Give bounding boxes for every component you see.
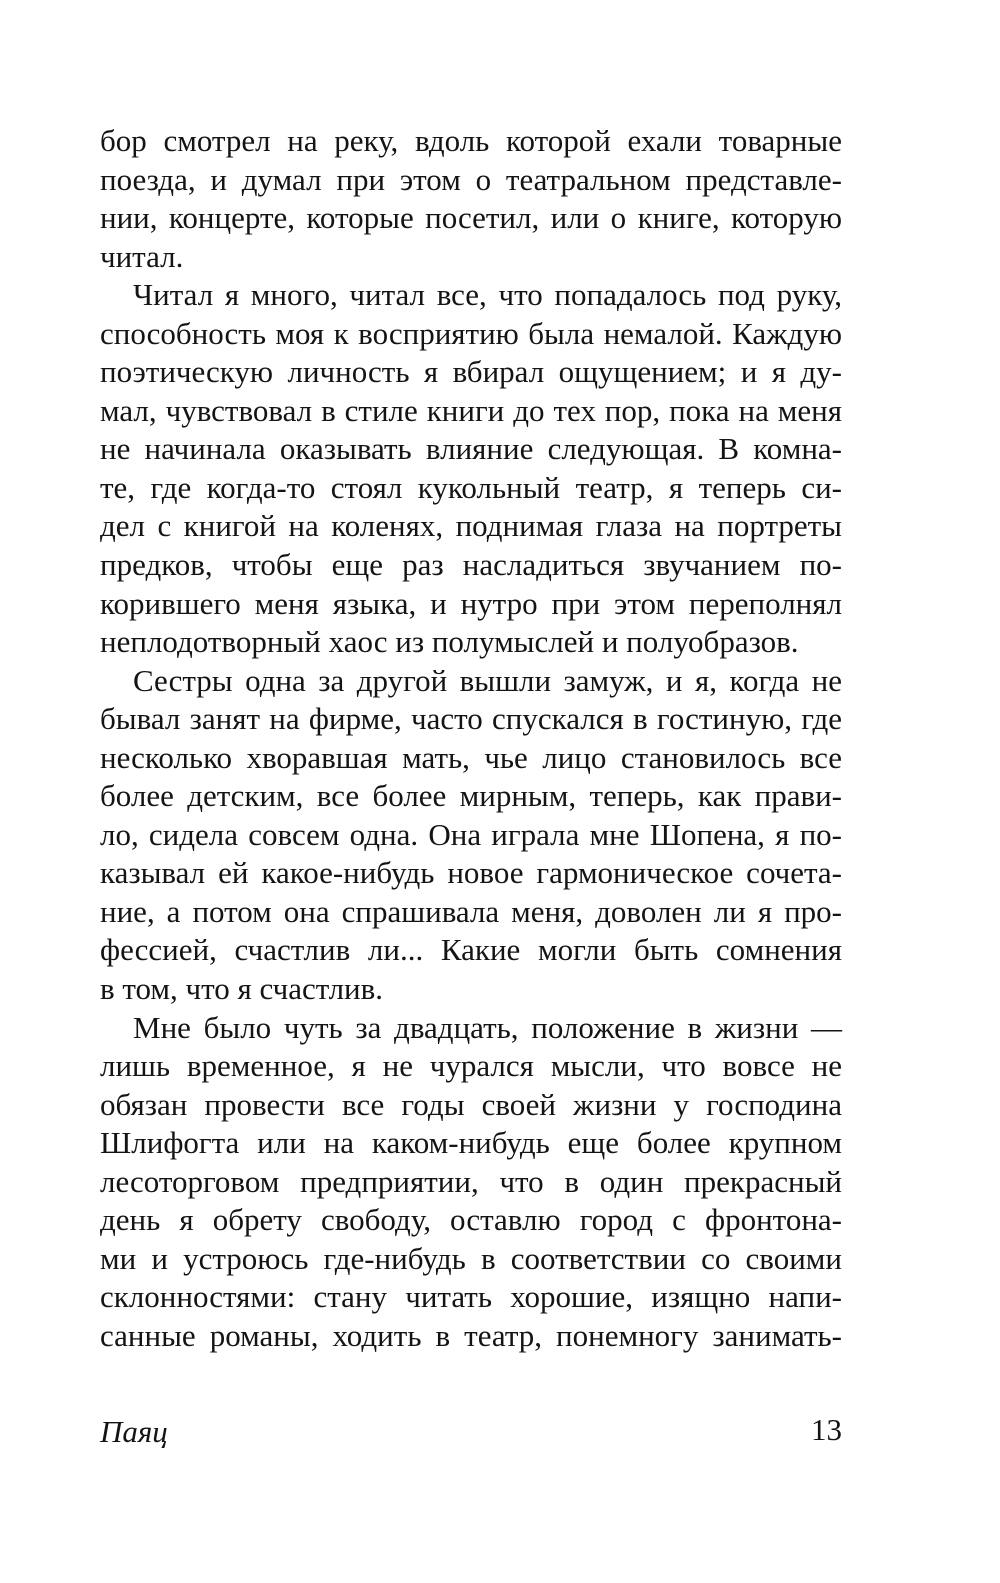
text-line: дел с книгой на коленях, поднимая глаза на портреты	[100, 508, 842, 544]
text-line: лишь временное, я не чурался мысли, что вовсе не	[100, 1048, 842, 1084]
text-line: нии, концерте, которые посетил, или о книге, которую	[100, 200, 842, 236]
text-line: день я обрету свободу, оставлю город с фронтона-	[100, 1202, 842, 1238]
text-line: Шлифогта или на каком-нибудь еще более крупном	[100, 1125, 842, 1161]
text-line: в том, что я счастлив.	[100, 971, 384, 1007]
text-line: корившего меня языка, и нутро при этом переполнял	[100, 585, 842, 621]
text-line: поэтическую личность я вбирал ощущением; и я ду-	[100, 354, 842, 390]
text-line: поезда, и думал при этом о театральном представле-	[100, 161, 842, 197]
text-line: склонностями: стану читать хорошие, изящно напи-	[100, 1279, 842, 1315]
text-line: не начинала оказывать влияние следующая. В комна-	[100, 431, 842, 467]
text-line: ние, а потом она спрашивала меня, доволен ли я про-	[100, 893, 842, 929]
text-line: читал.	[100, 238, 184, 274]
text-line: способность моя к восприятию была немалой. Каждую	[100, 315, 842, 351]
text-line: ми и устроюсь где-нибудь в соответствии со своими	[100, 1240, 842, 1276]
text-line: неплодотворный хаос из полумыслей и полуобразов.	[100, 624, 799, 660]
body-text	[100, 122, 842, 1356]
text-line: обязан провести все годы своей жизни у господина	[100, 1086, 842, 1122]
text-line: казывал ей какое-нибудь новое гармоническое сочета-	[100, 855, 842, 891]
text-line: Мне было чуть за двадцать, положение в жизни —	[133, 1009, 842, 1045]
page-number: 13	[811, 1412, 842, 1447]
text-line: те, где когда-то стоял кукольный театр, я теперь си-	[100, 469, 842, 505]
text-line: фессией, счастлив ли... Какие могли быть сомнения	[100, 932, 842, 968]
text-line: более детским, все более мирным, теперь, как прави-	[100, 778, 842, 814]
text-line: мал, чувствовал в стиле книги до тех пор, пока на меня	[100, 392, 842, 428]
text-line: Читал я много, читал все, что попадалось под руку,	[133, 277, 842, 313]
text-line: санные романы, ходить в театр, понемногу занимать-	[100, 1317, 842, 1353]
text-line: Сестры одна за другой вышли замуж, и я, когда не	[133, 662, 842, 698]
text-line: предков, чтобы еще раз насладиться звучанием по-	[100, 547, 842, 583]
text-line: бор смотрел на реку, вдоль которой ехали товарные	[100, 123, 842, 158]
text-line: ло, сидела совсем одна. Она играла мне Шопена, я по-	[100, 816, 842, 852]
running-footer-title: Паяц	[100, 1414, 168, 1449]
text-line: несколько хворавшая мать, чье лицо становилось все	[100, 739, 842, 775]
text-line: лесоторговом предприятии, что в один прекрасный	[100, 1163, 842, 1199]
text-line: бывал занят на фирме, часто спускался в гостиную, где	[100, 701, 842, 737]
